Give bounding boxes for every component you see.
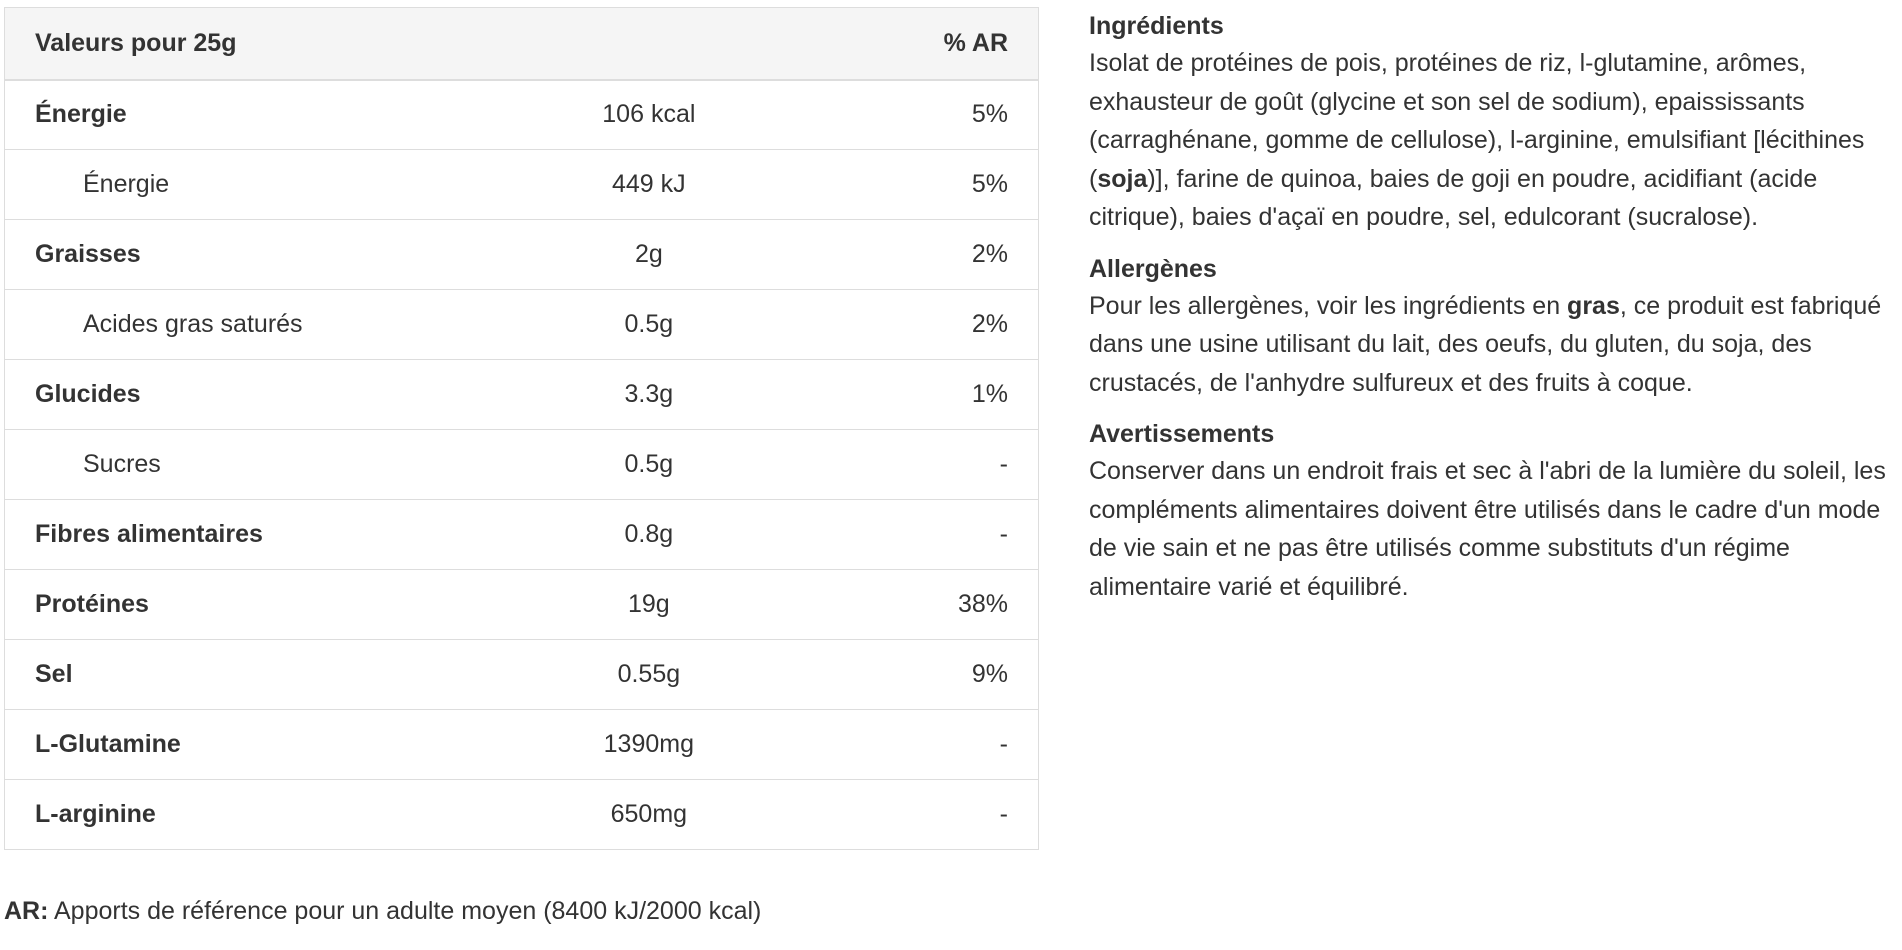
warnings-section (1089, 416, 1889, 606)
nutrient-ar: 2% (774, 220, 1039, 290)
nutrient-name: Fibres alimentaires (5, 500, 524, 570)
ingredients-heading: Ingrédients (1089, 12, 1224, 40)
nutrient-amount: 449 kJ (524, 150, 774, 220)
nutrient-name: Protéines (5, 570, 524, 640)
header-ar: % AR (774, 8, 1039, 80)
info-panel (1089, 8, 1889, 620)
table-row (5, 640, 1039, 710)
nutrient-ar: 9% (774, 640, 1039, 710)
nutrient-amount: 1390mg (524, 710, 774, 780)
nutrient-name: Énergie (5, 80, 524, 150)
ingredients-bold: soja (1097, 164, 1148, 193)
table-row (5, 780, 1039, 850)
nutrient-name: L-arginine (5, 780, 524, 850)
nutrition-table (4, 7, 1039, 850)
table-row (5, 80, 1039, 150)
nutrient-amount: 0.8g (524, 500, 774, 570)
header-name: Valeurs pour 25g (5, 8, 524, 80)
nutrient-ar: - (774, 780, 1039, 850)
allergens-bold: gras (1567, 291, 1620, 320)
table-row (5, 290, 1039, 360)
allergens-text-before: Pour les allergènes, voir les ingrédients en (1089, 291, 1568, 320)
nutrient-amount: 0.55g (524, 640, 774, 710)
nutrient-amount: 650mg (524, 780, 774, 850)
warnings-text: Conserver dans un endroit frais et sec à l'abri de la lumière du soleil, les compléments alimentaires doivent être utilisés dans le cadre d'un mode de vie sain et ne pas être utilisés comme substituts d'un régime alimentaire varié et équilibré. (1089, 457, 1886, 601)
nutrient-amount: 106 kcal (524, 80, 774, 150)
header-row (5, 8, 1039, 80)
footnote-label: AR: (4, 897, 49, 925)
ingredients-text-before: Isolat de protéines de pois, protéines de riz, l-glutamine, arômes, exhausteur de goût (glycine et son sel de sodium), epaississants (carraghénane, gomme de cellulose), l-arginine, emulsifiant [lécithines ( (1089, 49, 1865, 193)
nutrient-ar: 38% (774, 570, 1039, 640)
nutrition-table-header (5, 8, 1039, 80)
nutrient-amount: 0.5g (524, 290, 774, 360)
nutrient-name: Glucides (5, 360, 524, 430)
nutrient-ar: 5% (774, 150, 1039, 220)
nutrient-name: L-Glutamine (5, 710, 524, 780)
ingredients-text-after: )], farine de quinoa, baies de goji en poudre, acidifiant (acide citrique), baies d'açaï en poudre, sel, edulcorant (sucralose). (1089, 164, 1818, 231)
nutrient-name: Énergie (5, 150, 524, 220)
allergens-text-after: , ce produit est fabriqué dans une usine utilisant du lait, des oeufs, du gluten, du soja, des crustacés, de l'anhydre sulfureux et des fruits à coque. (1089, 291, 1882, 397)
allergens-heading: Allergènes (1089, 254, 1217, 283)
allergens-section (1089, 251, 1889, 403)
nutrient-ar: 5% (774, 80, 1039, 150)
table-row (5, 710, 1039, 780)
nutrition-table-body (5, 80, 1039, 850)
nutrient-amount: 2g (524, 220, 774, 290)
footnote (4, 897, 761, 926)
nutrient-name: Sucres (5, 430, 524, 500)
table-row (5, 220, 1039, 290)
nutrient-name: Acides gras saturés (5, 290, 524, 360)
table-row (5, 500, 1039, 570)
header-amount (524, 8, 774, 80)
nutrient-amount: 0.5g (524, 430, 774, 500)
nutrient-ar: - (774, 500, 1039, 570)
table-row (5, 430, 1039, 500)
nutrient-ar: - (774, 430, 1039, 500)
allergens-text (1089, 287, 1889, 403)
table-row (5, 150, 1039, 220)
footnote-text: Apports de référence pour un adulte moyen (8400 kJ/2000 kcal) (48, 897, 762, 925)
ingredients-section (1089, 8, 1889, 237)
warnings-heading: Avertissements (1089, 420, 1275, 448)
nutrient-amount: 19g (524, 570, 774, 640)
nutrient-name: Sel (5, 640, 524, 710)
table-row (5, 360, 1039, 430)
nutrient-ar: 1% (774, 360, 1039, 430)
nutrient-ar: - (774, 710, 1039, 780)
nutrient-ar: 2% (774, 290, 1039, 360)
nutrient-amount: 3.3g (524, 360, 774, 430)
nutrient-name: Graisses (5, 220, 524, 290)
ingredients-text (1089, 44, 1889, 237)
table-row (5, 570, 1039, 640)
